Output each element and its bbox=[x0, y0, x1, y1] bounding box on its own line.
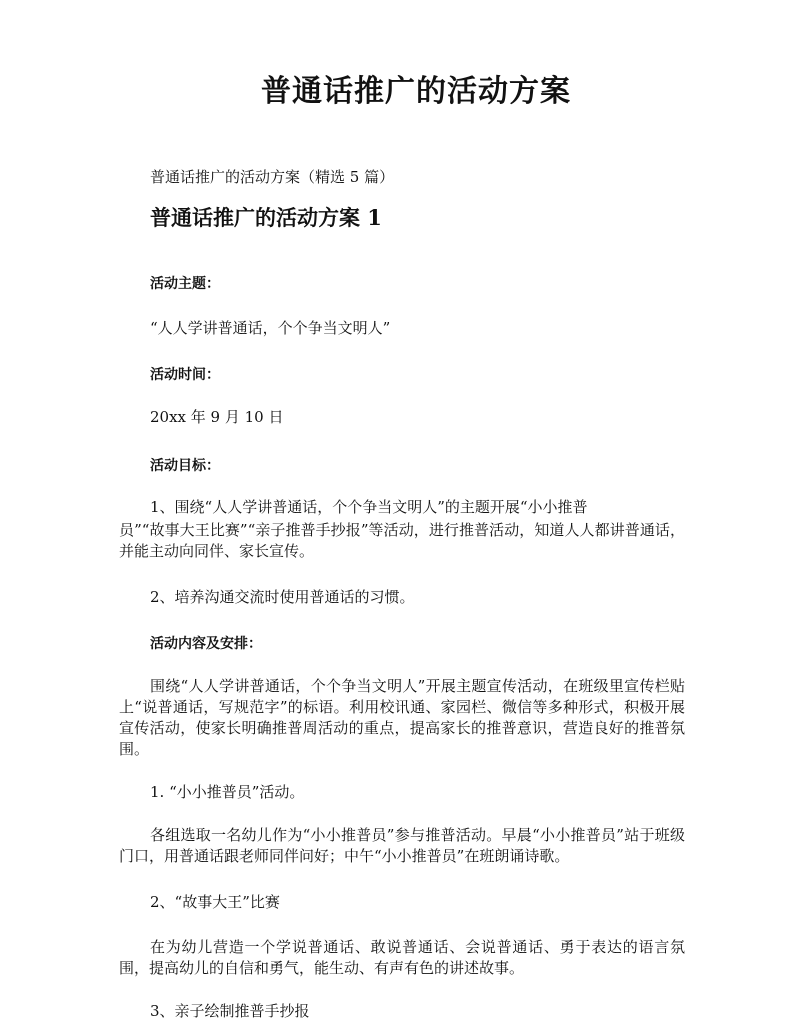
time-label: 活动时间： bbox=[150, 367, 220, 383]
item-2-paragraph: 在为幼儿营造一个学说普通话、敢说普通话、会说普通话、勇于表达的语言氛围，提高幼儿的自信和勇气，能生动、有声有色的讲述故事。 bbox=[119, 938, 685, 977]
item-2-title: 2、“故事大王”比赛 bbox=[150, 893, 280, 911]
content-label: 活动内容及安排： bbox=[150, 636, 262, 652]
goal-1-line1: 1、围绕“人人学讲普通话，个个争当文明人”的主题开展“小小推普 bbox=[150, 498, 588, 516]
document-title: 普通话推广的活动方案 bbox=[261, 74, 571, 109]
content-intro-paragraph: 围绕“人人学讲普通话，个个争当文明人”开展主题宣传活动，在班级里宣传栏贴上“说普通话，写规范字”的标语。利用校讯通、家园栏、微信等多种形式，积极开展宣传活动，使家长明确推普周活动的重点，提高家长的推普意识，营造良好的推普氛围。 bbox=[119, 677, 685, 758]
goal-label: 活动目标： bbox=[150, 458, 220, 474]
goal-1-text: 员”“故事大王比赛”“亲子推普手抄报”等活动，进行推普活动，知道人人都讲普通话，并能主动向同伴、家长宣传。 bbox=[119, 521, 685, 560]
theme-label: 活动主题： bbox=[150, 276, 220, 292]
theme-text: “人人学讲普通话，个个争当文明人” bbox=[150, 319, 391, 337]
section-heading: 普通话推广的活动方案 1 bbox=[150, 205, 382, 230]
goal-2-text: 2、培养沟通交流时使用普通话的习惯。 bbox=[150, 588, 415, 606]
document-subtitle: 普通话推广的活动方案（精选 5 篇） bbox=[150, 168, 395, 186]
item-1-paragraph: 各组选取一名幼儿作为“小小推普员”参与推普活动。早晨“小小推普员”站于班级门口，用普通话跟老师同伴问好；中午“小小推普员”在班朗诵诗歌。 bbox=[119, 826, 685, 865]
time-text: 20xx 年 9 月 10 日 bbox=[150, 408, 284, 426]
item-3-title: 3、亲子绘制推普手抄报 bbox=[150, 1002, 310, 1020]
item-1-title: 1. “小小推普员”活动。 bbox=[150, 783, 305, 801]
